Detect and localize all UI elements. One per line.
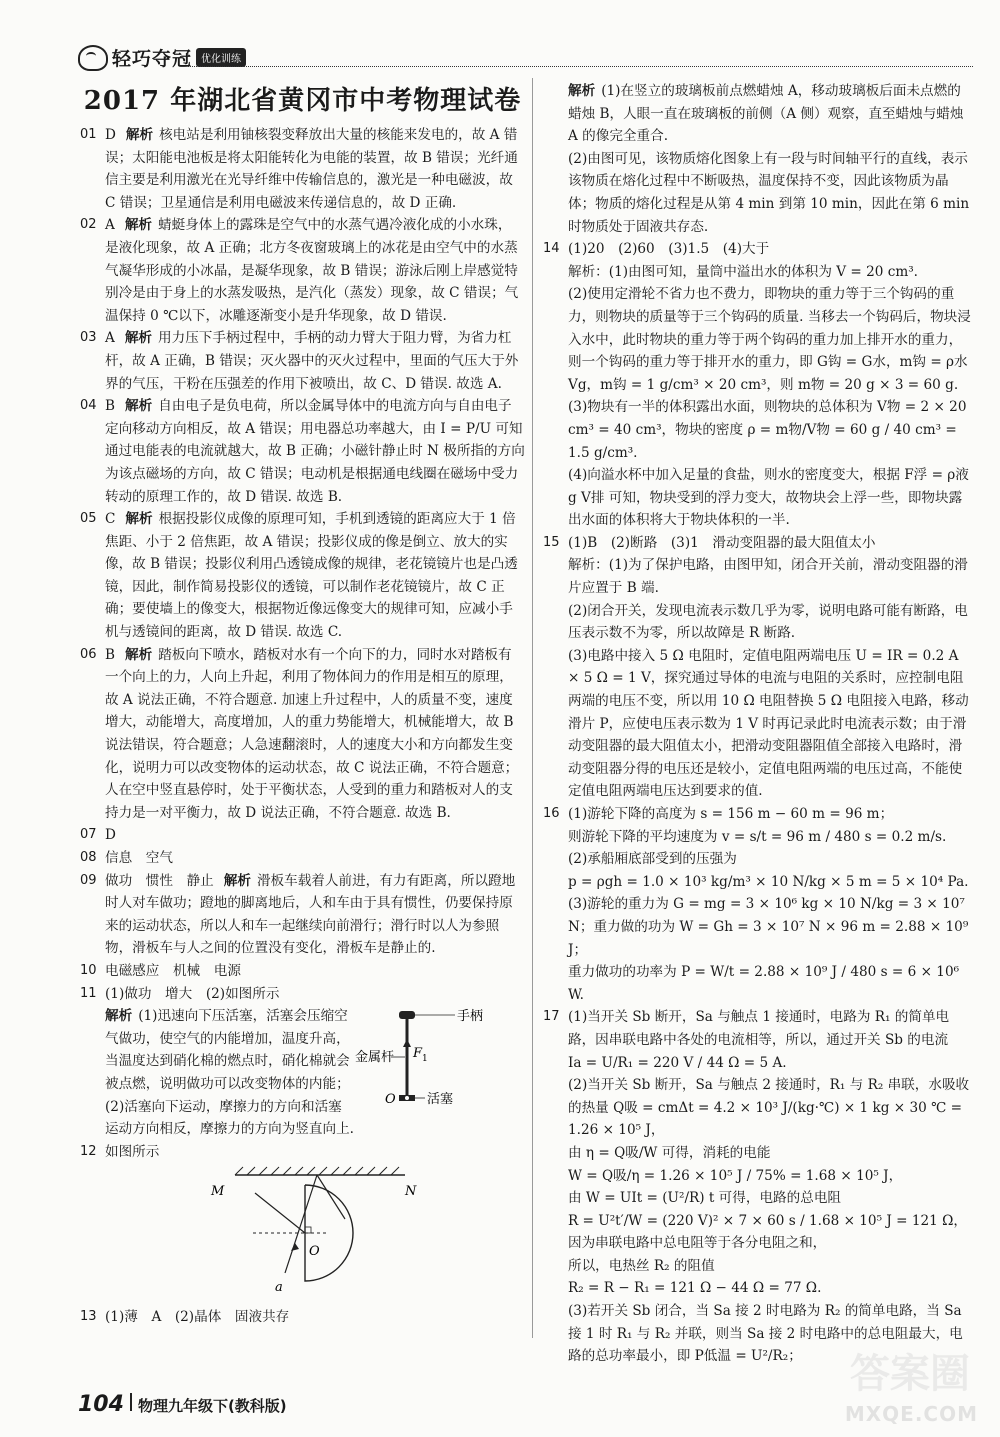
analysis-label: 解析 [105,1008,133,1025]
item-number: 11 [80,985,97,1001]
item-answer: 电磁感应 机械 电源 [105,962,241,979]
item-number: 13 [80,1308,97,1324]
brand-subtitle: 优化训练 [196,48,246,67]
item-number: 12 [80,1143,97,1159]
analysis-text: (2)承船厢底部受到的压强为 [568,851,737,868]
item-number: 09 [80,872,97,888]
ray-arrowhead [291,1243,299,1251]
analysis-text: (1)在竖立的玻璃板前点燃蜡烛 A，移动玻璃板后面未点燃的蜡烛 B，人眼一直在玻璃板的前侧（A 侧）观察，直至蜡烛与蜡烛 A 的像完全重合. [568,83,964,145]
analysis-text: 所以，电热丝 R₂ 的阻值 [568,1257,715,1274]
item-answer: 如图所示 [105,1143,160,1160]
page-header [78,44,973,74]
answer-item-06 [80,644,525,825]
item-number: 17 [543,1009,560,1025]
force-label: F [413,1046,423,1062]
analysis-label: 解析 [568,83,596,99]
analysis-text: 由 η = Q吸/W 可得，消耗的电能 [568,1144,771,1161]
watermark-site: MXQE.COM [844,1402,978,1426]
analysis-text: 用力压下手柄过程中，手柄的动力臂大于阻力臂，为省力杠杆，故 A 正确，B 错误；灭火器中的灭火过程中，里面的气压大于外界的气压，干粉在压强差的作用下被喷出，故 C、D 错误. 故选 A. [105,330,519,392]
label-o: O [309,1244,320,1260]
answer-item-04 [80,395,525,508]
analysis-text: R₂ = R − R₁ = 121 Ω − 44 Ω = 77 Ω. [568,1280,822,1297]
analysis-label: 解析 [125,127,154,143]
page-title: 2017 年湖北省黄冈市中考物理试卷 [83,86,522,116]
page-footer [78,1392,287,1417]
item-number: 04 [80,398,97,414]
answer-item-15 [543,532,973,803]
analysis-text: 重力做功的功率为 P = W/t = 2.88 × 10⁹ J / 480 s = 6 × 10⁶ W. [568,964,960,1003]
item-number: 10 [80,962,97,978]
pivot-point [405,1096,409,1100]
item-number: 14 [543,241,560,257]
item-answer: 信息 空气 [105,850,173,866]
piston-label: 活塞 [427,1092,454,1108]
answer-item-13 [80,1306,525,1329]
item-number: 16 [543,806,560,821]
page-number: 104 [78,1392,124,1417]
answer-item-17 [543,1006,973,1368]
answer-item-16 [543,803,973,1006]
column-divider [532,78,533,1338]
item-number: 06 [80,646,97,662]
item-number: 01 [80,127,97,142]
analysis-text: (3)游轮的重力为 G = mg = 3 × 10⁶ kg × 10 N/kg = 3 × 10⁷ N；重力做的功为 W = Gh = 3 × 10⁷ N × 96 m = 2.88 × 10⁹ J； [568,896,969,958]
watermark-logo: 答案圈 [850,1351,970,1397]
right-angle-mark [305,1227,311,1233]
analysis-text: (2)闭合开关，发现电流表示数几乎为零，说明电路可能有断路，电压表示数不为零，所以故障是 R 断路. [568,602,968,642]
analysis-text: 由 W = UIt = (U²/R) t 可得，电路的总电阻 [568,1190,842,1207]
left-column [80,80,525,1329]
analysis-text: (3)若开关 Sb 闭合，当 Sa 接 2 时电路为 R₂ 的简单电路，当 Sa 接 1 时 R₁ 与 R₂ 并联，则当 Sa 接 2 时电路中的总电阻最大，电路的总功率最小，即 P低温 = U²/R₂； [568,1303,963,1365]
answer-item-03 [80,327,525,395]
item-answer: (1)B (2)断路 (3)1 滑动变阻器的最大阻值太小 [568,534,876,551]
analysis-text: 根据投影仪成像的原理可知，手机到透镜的距离应大于 1 倍焦距、小于 2 倍焦距，故 A 错误；投影仪成的像是倒立、放大的实像，故 B 错误；投影仪利用凸透镜成像的规律，老花镜镜片也是凸透镜，因此，制作简易投影仪的透镜，可以制作老花镜镜片，故 C 正确；要使墙上的像变大，根据物近像远像变大的规律可知，应减小手机与透镜间的距离，故 D 错误. 故选 C. [105,511,518,641]
analysis-label: 解析 [124,330,153,347]
item-number: 03 [80,330,97,346]
reflected-ray [317,1175,345,1219]
item-answer: A [105,330,115,347]
answer-item-07 [80,824,525,847]
answer-item-01 [80,124,525,214]
friction-arrowhead [403,1039,411,1047]
book-title: 物理九年级下(教科版) [137,1397,287,1415]
item-answer: (1)当开关 Sb 断开，Sa 与触点 1 接通时，电路为 R₁ 的简单电路，因串联电路中各处的电流相等，所以，通过开关 Sb 的电流 [568,1009,950,1048]
mirror-hatching [235,1167,399,1175]
item-answer: A [105,217,115,234]
item-answer: (1)薄 A (2)晶体 固液共存 [105,1308,290,1325]
analysis-label: 解析 [223,872,251,889]
analysis-text: 核电站是利用铀核裂变释放出大量的核能来发电的，故 A 错误；太阳能电池板是将太阳能转化为电能的装置，故 B 错误；光纤通信主要是利用激光在光导纤维中传输信息的，激光是一种电磁波，故 C 错误；卫星通信是利用电磁波来传递信息的，故 D 正确. [105,127,518,211]
analysis-text: 因为串联电路中总电阻等于各分电阻之和， [568,1235,827,1252]
analysis-text: (3)物块有一半的体积露出水面，则物块的总体积为 V物 = 2 × 20 cm³ = 40 cm³，物块的密度 ρ = m物/V物 = 60 g / 40 cm³ = 1.5 g/cm³. [568,399,967,461]
item-answer: (1)游轮下降的高度为 s = 156 m − 60 m = 96 m； [568,806,894,822]
analysis-label: 解析 [124,217,153,234]
answer-item-05 [80,508,525,644]
item-answer: (1)20 (2)60 (3)1.5 (4)大于 [568,241,770,258]
analysis-text: (3)电路中接入 5 Ω 电阻时，定值电阻两端电压 U = IR = 0.2 A × 5 Ω = 1 V，探究通过导体的电流与电阻的关系时，应控制电阻两端的电压不变，所以用 10 Ω 电阻替换 5 Ω 电阻接入电路，移动滑片 P，应使电压表示数为 1 V 时再记录此时电流表示数；由于滑动变阻器的最大阻值太小，把滑动变阻器阻值全部接入电路时，滑动变阻器分得的电压还是较小，定值电阻两端的电压过高，不能使定值电阻两端电压达到要求的值. [568,647,969,800]
item-answer: D [105,827,116,844]
analysis-text: W = Q吸/η = 1.26 × 10⁵ J / 75% = 1.68 × 10⁵ J， [568,1167,903,1184]
analysis-text: (1)迅速向下压活塞，活塞会压缩空气做功，使空气的内能增加，温度升高，当温度达到硝化棉的燃点时，硝化棉就会被点燃，说明做功可以改变物体的内能；(2)活塞向下运动，摩擦力的方向和活塞运动方向相反，摩擦力的方向为竖直向上. [105,1008,355,1138]
item-answer: B [105,646,115,663]
answer-item-13-continued [543,80,973,238]
refracted-ray [255,1193,305,1233]
analysis-text: R = U²t′/W = (220 V)² × 7 × 60 s / 1.68 × 10⁵ J = 121 Ω， [568,1212,967,1229]
right-answer-list [543,238,973,1368]
item-number: 07 [80,827,97,843]
label-a: a [275,1280,283,1296]
item-answer: D [105,127,116,143]
force-subscript: 1 [422,1054,428,1065]
item-number: 02 [80,217,97,233]
item-answer: C [105,511,116,528]
item-answer: (1)做功 增大 (2)如图所示 [105,985,280,1002]
item-number: 15 [543,534,560,550]
analysis-label: 解析 [125,646,153,663]
label-n: N [405,1184,417,1200]
handle-label: 手柄 [457,1009,484,1025]
analysis-text: 滑板车载着人前进，有力有距离，所以蹬地时人对车做功；蹬地的脚离地后，人和车由于具有惯性，仍要保持原来的运动状态，所以人和车一起继续向前滑行；滑行时以人为参照物，滑板车与人之间的位置没有变化，滑板车是静止的. [105,872,516,957]
footer-separator [130,1393,132,1411]
item-number: 05 [80,511,97,527]
analysis-text: 踏板向下喷水，踏板对水有一个向下的力，同时水对踏板有一个向上的力，人向上升起，利用了物体间力的作用是相互的原理，故 A 说法正确，不符合题意. 加速上升过程中，人的质量不变，速度增大，动能增大，高度增加，人的重力势能增大，机械能增大，故 B 说法错误，符合题意；人急速翻滚时，人的速度大小和方向都发生变化，说明力可以改变物体的运动状态，故 C 说法正确，不符合题意；人在空中竖直悬停时，处于平衡状态，人受到的重力和踏板对人的支持力是一对平衡力，故 D 说法正确，不符合题意. 故选 B. [105,646,519,821]
answer-item-12 [80,1141,525,1306]
analysis-text: (4)向溢水杯中加入足量的食盐，则水的密度变大，根据 F浮 = ρ液 g V排 可知，物块受到的浮力变大，故物块会上浮一些，即物块露出水面的体积将大于物块体积的一半. [568,467,969,529]
analysis-text: (2)由图可见，该物质熔化图象上有一段与时间轴平行的直线，表示该物质在熔化过程中不断吸热，温度保持不变，因此该物质为晶体；物质的熔化过程是从第 4 min 到第 10 min，因此在第 6 min 时物质处于固液共存态. [568,150,970,235]
analysis-text: p = ρgh = 1.0 × 10³ kg/m³ × 10 N/kg × 5 m = 5 × 10⁴ Pa. [568,873,969,890]
analysis-text: (2)当开关 Sb 断开，Sa 与触点 2 接通时，R₁ 与 R₂ 串联，水吸收的热量 Q吸 = cmΔt = 4.2 × 10³ J/(kg·℃) × 1 kg × 30 ℃ = 1.26 × 10⁵ J， [568,1077,970,1139]
brand-name: 轻巧夺冠 [112,48,193,70]
item-answer: 做功 惯性 静止 [105,872,214,889]
analysis-label: 解析 [125,398,153,415]
left-answer-list [80,124,525,983]
label-m: M [211,1184,225,1200]
analysis-text: 自由电子是负电荷，所以金属导体中的电流方向与自由电子定向移动方向相反，故 A 错误；用电器总功率越大，由 I = P/U 可知通过电能表的电流就越大，故 B 正确；小磁针静止时 N 极所指的方向为该点磁场的方向，故 C 错误；电动机是根据通电线圈在磁场中受力转动的原理工作的，故 D 错误. 故选 B. [105,398,525,505]
analysis-text: 解析：(1)为了保护电路，由图甲知，闭合开关前，滑动变阻器的滑片应置于 B 端. [568,557,968,597]
header-rule [188,66,973,67]
answer-item-11 [80,983,525,1141]
right-column [543,80,973,1368]
handle-knob [399,1011,415,1019]
analysis-text: (2)使用定滑轮不省力也不费力，即物块的重力等于三个钩码的重力，则物块的质量等于三个钩码的质量. 当移去一个钩码后，物块浸入水中，此时物块的重力等于两个钩码的重力加上排开水的重力，则一个钩码的重力等于排开水的重力，即 G钩 = G水，m钩 = ρ水 Vg，m钩 = 1 g/cm³ × 20 cm³，则 m物 = 20 g × 3 = 60 g. [568,286,971,393]
answer-item-09 [80,870,525,960]
pivot-label: O [385,1092,396,1108]
analysis-label: 解析 [125,511,153,528]
piston-figure [355,1005,525,1115]
item-number: 08 [80,850,97,865]
answer-item-08 [80,847,525,870]
analysis-text: 解析：(1)由图可知，量筒中溢出水的体积为 V = 20 cm³. [568,263,919,280]
mascot-icon [78,45,108,71]
rod-label: 金属杆 [355,1050,395,1066]
analysis-text: Ia = U/R₁ = 220 V / 44 Ω = 5 A. [568,1054,787,1071]
answer-item-14 [543,238,973,532]
optics-figure [105,1163,525,1298]
watermark [770,1340,990,1430]
answer-item-02 [80,214,525,327]
analysis-text: 则游轮下降的平均速度为 v = s/t = 96 m / 480 s = 0.2 m/s. [568,828,947,845]
analysis-text: 蜻蜓身体上的露珠是空气中的水蒸气遇冷液化成的小水珠，是液化现象，故 A 正确；北方冬夜窗玻璃上的冰花是由空气中的水蒸气凝华形成的小冰晶，是凝华现象，故 B 错误；游泳后刚上岸感觉特别冷是由于身上的水蒸发吸热，是汽化（蒸发）现象，故 C 错误；气温保持 0 ℃以下，冰雕逐渐变小是升华现象，故 D 错误. [105,217,519,324]
item-answer: B [105,398,115,415]
answer-item-10 [80,960,525,983]
